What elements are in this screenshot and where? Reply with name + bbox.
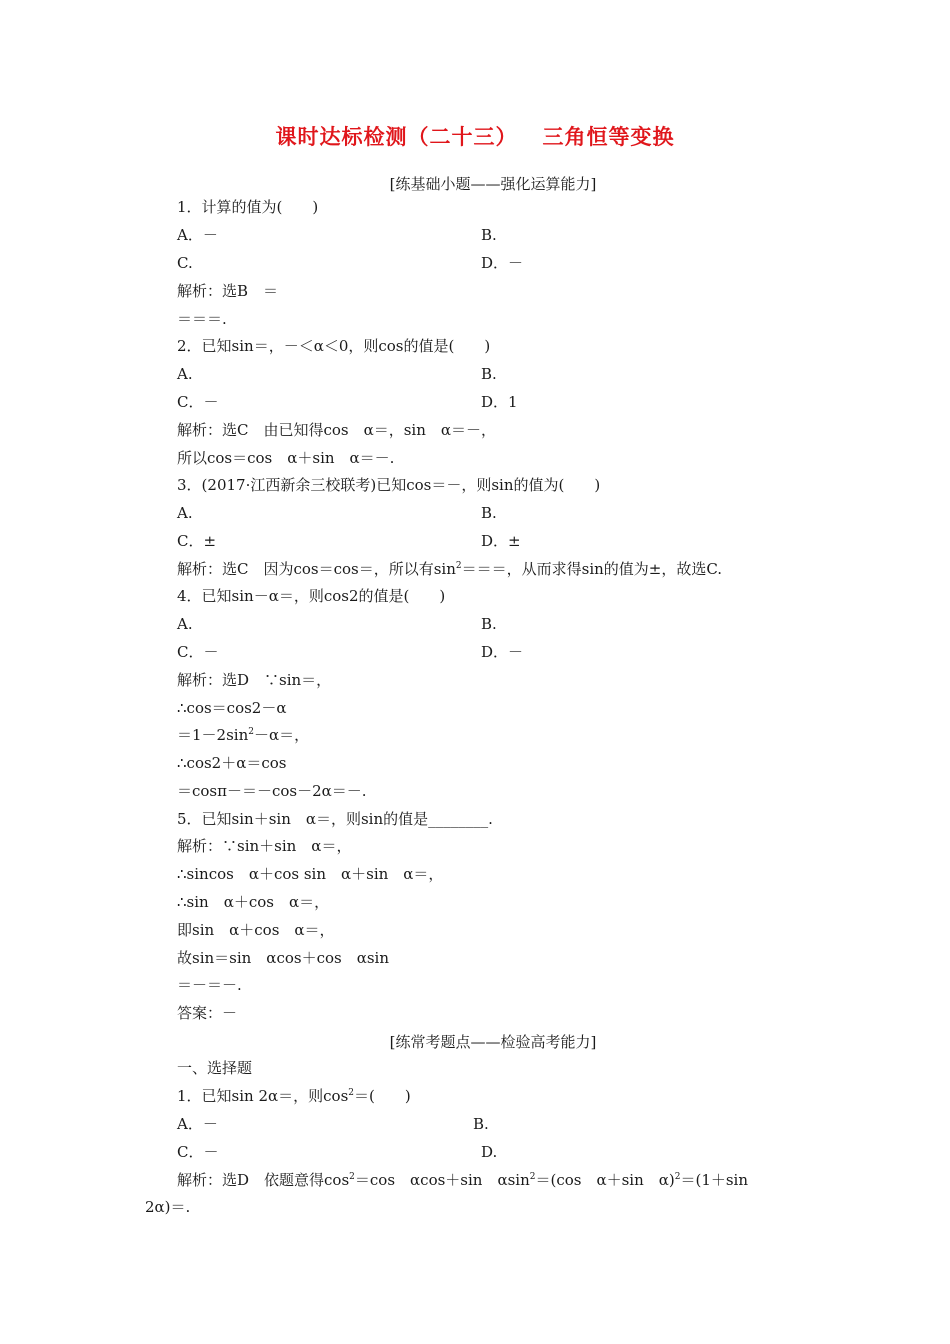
option-d: D．±	[481, 532, 521, 550]
solution-line: ∴cos2＋α＝cos	[177, 754, 287, 772]
option-c: C．－	[177, 643, 219, 661]
option-b: B.	[481, 365, 497, 383]
option-b: B.	[473, 1115, 489, 1133]
solution-line: ∴sincos α＋cos sin α＋sin α＝，	[177, 865, 444, 883]
question-1: 1．已知sin 2α＝，则$\cos^2=$( )	[177, 1087, 411, 1105]
option-c: C．－	[177, 1143, 219, 1161]
subsection-heading: 一、选择题	[177, 1059, 253, 1077]
option-a: A.	[177, 615, 193, 633]
question-5: 5．已知sin＋sin α＝，则sin的值是________.	[177, 810, 493, 828]
solution-line: $=1-2\sin^2-\alpha=$，	[177, 726, 310, 744]
solution-line: 2α)＝.	[145, 1198, 191, 1216]
option-d: D．1	[481, 393, 518, 411]
answer-line: 答案：－	[177, 1004, 238, 1022]
option-d: D．－	[481, 254, 524, 272]
solution-line: 解析：选B ＝	[177, 282, 279, 300]
option-b: B.	[481, 504, 497, 522]
solution-line: 解析：选D 依题意得$\cos^2=\cos$ αcos＋sin αsin$^2$＝(cos α＋sin α)$^2$＝(1＋sin	[177, 1171, 749, 1189]
option-a: A.	[177, 365, 193, 383]
solution-line: ＝＝＝.	[177, 310, 227, 328]
option-c: C．－	[177, 393, 219, 411]
option-c: C．±	[177, 532, 217, 550]
option-a: A．－	[177, 1115, 218, 1133]
solution-line: ∴sin α＋cos α＝，	[177, 893, 330, 911]
solution-line: ＝－＝－.	[177, 976, 242, 994]
solution-line: 解析：选D ∵sin＝，	[177, 671, 332, 689]
option-c: C.	[177, 254, 193, 272]
question-1: 1．计算的值为( )	[177, 198, 319, 216]
option-b: B.	[481, 615, 497, 633]
section-header-exam: [练常考题点——检验高考能力]	[389, 1033, 597, 1051]
option-a: A.	[177, 504, 193, 522]
solution-line: ＝cosπ－＝－cos－2α＝－.	[177, 782, 367, 800]
question-2: 2．已知sin＝，－＜α＜0，则cos的值是( )	[177, 337, 491, 355]
solution-line: 所以cos＝cos α＋sin α＝－.	[177, 449, 395, 467]
option-d: D.	[481, 1143, 498, 1161]
solution-line: 解析：∵sin＋sin α＝，	[177, 837, 352, 855]
page-title: 课时达标检测（二十三） 三角恒等变换	[275, 125, 675, 149]
question-4: 4．已知sin－α＝，则cos2的值是( )	[177, 587, 446, 605]
solution-line: 解析：选C 由已知得cos α＝，sin α＝－，	[177, 421, 497, 439]
solution-line: 即sin α＋cos α＝，	[177, 921, 335, 939]
solution-line: ∴cos＝cos2－α	[177, 699, 287, 717]
question-3: 3．(2017·江西新余三校联考)已知cos＝－，则sin的值为( )	[177, 476, 601, 494]
option-d: D．－	[481, 643, 524, 661]
option-a: A．－	[177, 226, 218, 244]
solution-line: 解析：选C 因为cos＝cos＝，所以有$\sin^2===$，从而求得sin的值为±，故选C.	[177, 560, 723, 578]
section-header-basic: [练基础小题——强化运算能力]	[389, 175, 597, 193]
solution-line: 故sin＝sin αcos＋cos αsin	[177, 949, 389, 967]
option-b: B.	[481, 226, 497, 244]
